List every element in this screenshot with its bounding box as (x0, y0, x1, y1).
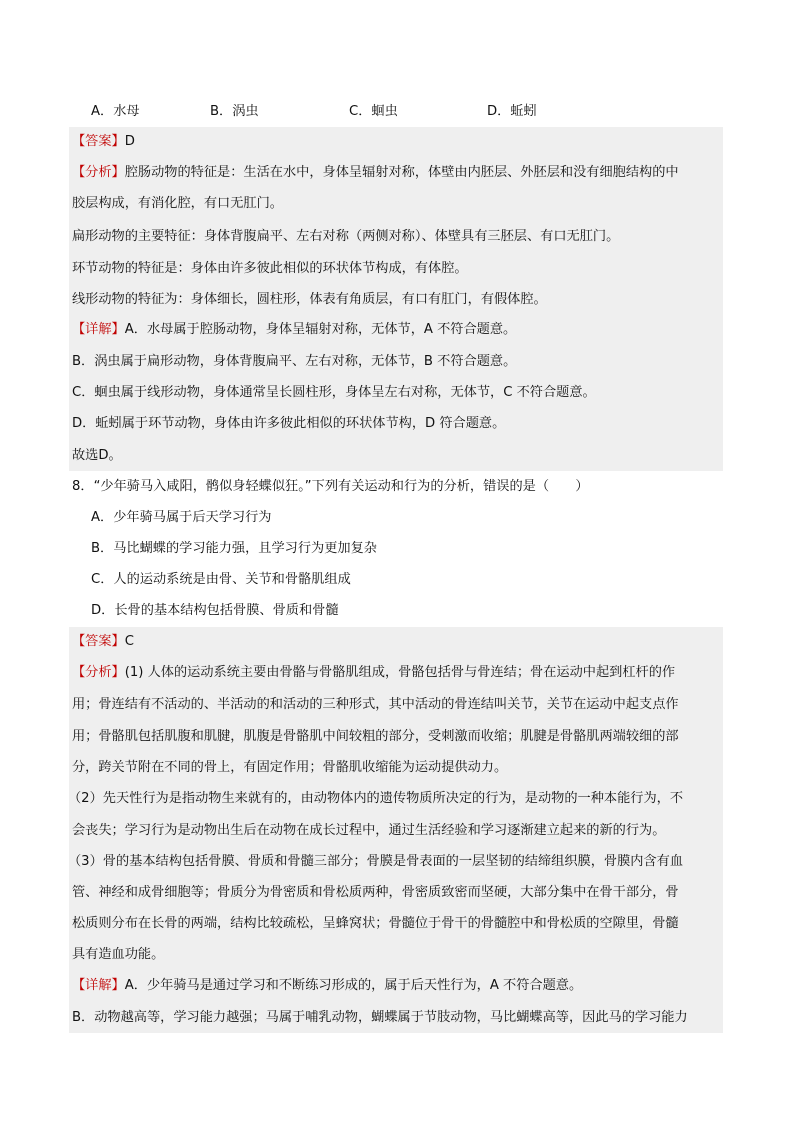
q8-analysis-line: 用；骨骼肌包括肌腹和肌腱，肌腹是骨骼肌中间较粗的部分，受刺激而收缩；肌腱是骨骼肌两端较细的部 (72, 729, 679, 744)
q8-option-b: B．马比蝴蝶的学习能力强，且学习行为更加复杂 (91, 541, 377, 556)
q7-conclusion: 故选D。 (72, 448, 122, 463)
q7-analysis-line (72, 162, 679, 184)
detail-text: A．少年骑马是通过学习和不断练习形成的，属于后天性行为，A 不符合题意。 (124, 978, 583, 993)
q8-detail-line (72, 975, 582, 997)
q7-option-b: B．涡虫 (210, 104, 259, 119)
analysis-text: (1) 人体的运动系统主要由骨骼与骨骼肌组成，骨骼包括骨与骨连结；骨在运动中起到杠杆的作 (124, 665, 676, 680)
answer-value: D (124, 134, 135, 149)
q8-analysis-line: （2）先天性行为是指动物生来就有的，由动物体内的遗传物质所决定的行为，是动物的一种本能行为，不 (68, 791, 684, 806)
q8-analysis-line: 用；骨连结有不活动的、半活动的和活动的三种形式，其中活动的骨连结叫关节，关节在运动中起支点作 (72, 697, 679, 712)
q8-answer (72, 631, 134, 653)
q8-option-a: A．少年骑马属于后天学习行为 (91, 510, 272, 525)
q7-analysis-line: 线形动物的特征为：身体细长，圆柱形，体表有角质层，有口有肛门，有假体腔。 (72, 292, 547, 307)
answer-tag: 【答案】 (72, 134, 125, 149)
detail-text: A．水母属于腔肠动物，身体呈辐射对称，无体节，A 不符合题意。 (124, 322, 517, 337)
q8-analysis-line: 分，跨关节附在不同的骨上，有固定作用；骨骼肌收缩能为运动提供动力。 (72, 760, 508, 775)
analysis-tag: 【分析】 (72, 165, 125, 180)
q7-analysis-line: 扁形动物的主要特征：身体背腹扁平、左右对称（两侧对称）、体壁具有三胚层、有口无肛门。 (72, 229, 620, 244)
q8-detail-line: B．动物越高等，学习能力越强；马属于哺乳动物，蝴蝶属于节肢动物，马比蝴蝶高等，因此马的学习能力 (72, 1010, 688, 1025)
q8-question-stem: 8．“少年骑马入咸阳，鹘似身轻蝶似狂。”下列有关运动和行为的分析，错误的是（ ） (72, 479, 589, 494)
q8-analysis-line (72, 662, 675, 684)
q8-analysis-line: 具有造血功能。 (72, 947, 165, 962)
answer-tag: 【答案】 (72, 634, 125, 649)
detail-tag: 【详解】 (72, 978, 125, 993)
q8-analysis-line: （3）骨的基本结构包括骨膜、骨质和骨髓三部分；骨膜是骨表面的一层坚韧的结缔组织膜，骨膜内含有血 (68, 854, 684, 869)
q8-analysis-line: 松质则分布在长骨的两端，结构比较疏松，呈蜂窝状；骨髓位于骨干的骨髓腔中和骨松质的空隙里，骨髓 (72, 916, 679, 931)
analysis-tag: 【分析】 (72, 665, 125, 680)
q7-analysis-line: 胶层构成，有消化腔，有口无肛门。 (72, 196, 283, 211)
q7-detail-line (72, 319, 516, 341)
analysis-text: 腔肠动物的特征是：生活在水中，身体呈辐射对称，体壁由内胚层、外胚层和没有细胞结构的中 (124, 165, 679, 180)
q7-analysis-line: 环节动物的特征是：身体由许多彼此相似的环状体节构成，有体腔。 (72, 261, 468, 276)
q7-detail-line: D．蚯蚓属于环节动物，身体由许多彼此相似的环状体节构，D 符合题意。 (72, 416, 506, 431)
q7-option-d: D．蚯蚓 (487, 104, 537, 119)
q8-option-c: C．人的运动系统是由骨、关节和骨骼肌组成 (91, 572, 351, 587)
q8-analysis-line: 会丧失；学习行为是动物出生后在动物在成长过程中，通过生活经验和学习逐渐建立起来的新的行为。 (72, 823, 666, 838)
q8-option-d: D．长骨的基本结构包括骨膜、骨质和骨髓 (91, 603, 339, 618)
answer-value: C (124, 634, 134, 649)
q7-detail-line: B．涡虫属于扁形动物，身体背腹扁平、左右对称，无体节，B 不符合题意。 (72, 354, 517, 369)
q7-detail-line: C．蛔虫属于线形动物，身体通常呈长圆柱形，身体呈左右对称，无体节，C 不符合题意。 (72, 385, 596, 400)
q7-option-a: A．水母 (91, 104, 140, 119)
q7-option-c: C．蛔虫 (349, 104, 398, 119)
detail-tag: 【详解】 (72, 322, 125, 337)
q8-analysis-line: 管、神经和成骨细胞等；骨质分为骨密质和骨松质两种，骨密质致密而坚硬，大部分集中在骨干部分，骨 (72, 885, 679, 900)
q7-answer (72, 131, 135, 153)
